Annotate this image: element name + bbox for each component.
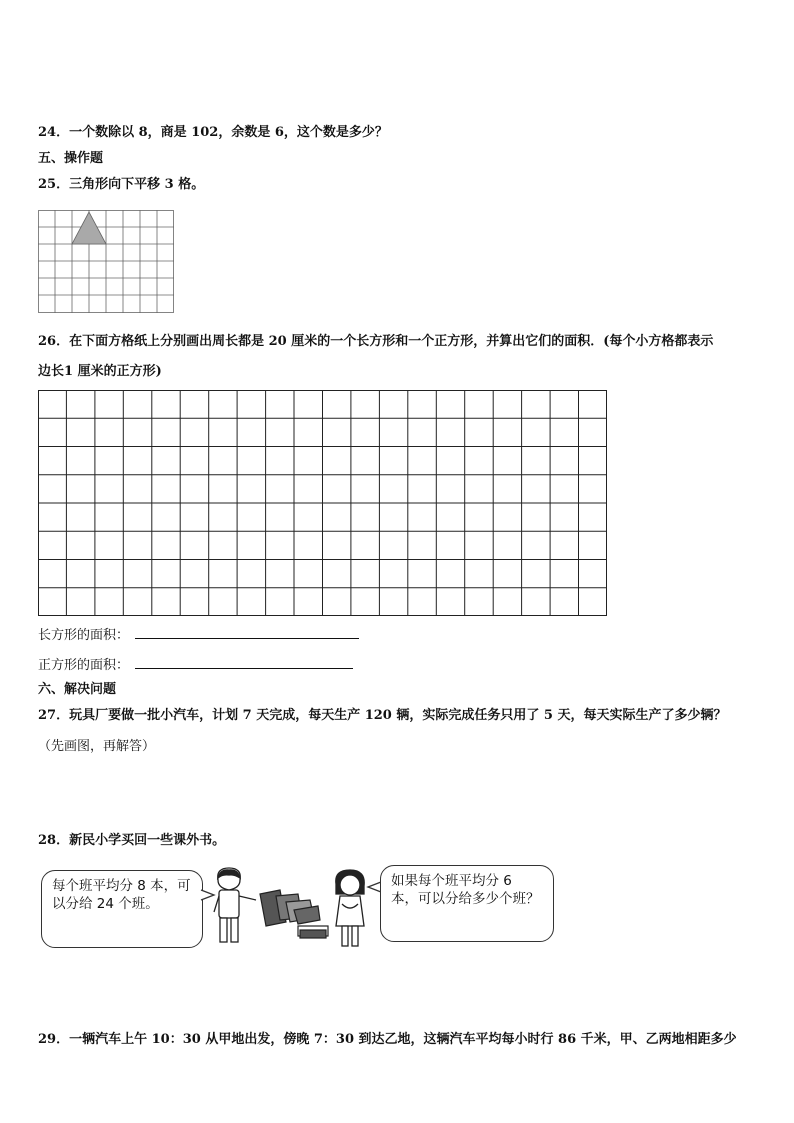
triangle-shape	[72, 212, 106, 244]
rectangle-area-answer-line[interactable]	[135, 626, 359, 639]
question-25: 25．三角形向下平移 3 格。	[38, 177, 205, 192]
rectangle-area-label: 长方形的面积：	[38, 628, 130, 643]
speech-bubble-right-text: 如果每个班平均分 6 本，可以分给多少个班？	[391, 873, 540, 907]
translation-grid	[38, 210, 174, 313]
square-area-answer-line[interactable]	[135, 656, 353, 669]
square-area-label: 正方形的面积：	[38, 658, 130, 673]
books-illustration-icon	[258, 888, 334, 942]
speech-bubble-right	[380, 865, 554, 942]
question-28: 28．新民小学买回一些课外书。	[38, 833, 226, 848]
boy-illustration-icon	[210, 866, 260, 946]
speech-bubble-left-text: 每个班平均分 8 本，可以分给 24 个班。	[52, 878, 191, 912]
square-area-row	[38, 656, 353, 674]
rectangle-area-row	[38, 626, 359, 644]
question-26-line-1: 26．在下面方格纸上分别画出周长都是 20 厘米的一个长方形和一个正方形，并算出它们的面积．(每个小方格都表示	[38, 334, 714, 349]
question-24: 24．一个数除以 8，商是 102，余数是 6，这个数是多少？	[38, 125, 388, 140]
question-26-line-2: 边长1 厘米的正方形)	[38, 364, 162, 379]
section-heading-problem-solving: 六、解决问题	[38, 682, 117, 697]
question-27-note: （先画图，再解答）	[38, 739, 156, 754]
speech-bubble-left	[41, 870, 203, 948]
section-heading-operations: 五、操作题	[38, 151, 104, 166]
question-27: 27．玩具厂要做一批小汽车，计划 7 天完成，每天生产 120 辆，实际完成任务只用了 5 天，每天实际生产了多少辆？	[38, 708, 727, 723]
drawing-grid[interactable]	[38, 390, 607, 616]
question-29: 29．一辆汽车上午 10：30 从甲地出发，傍晚 7：30 到达乙地，这辆汽车平均每小时行 86 千米，甲、乙两地相距多少	[38, 1032, 737, 1047]
